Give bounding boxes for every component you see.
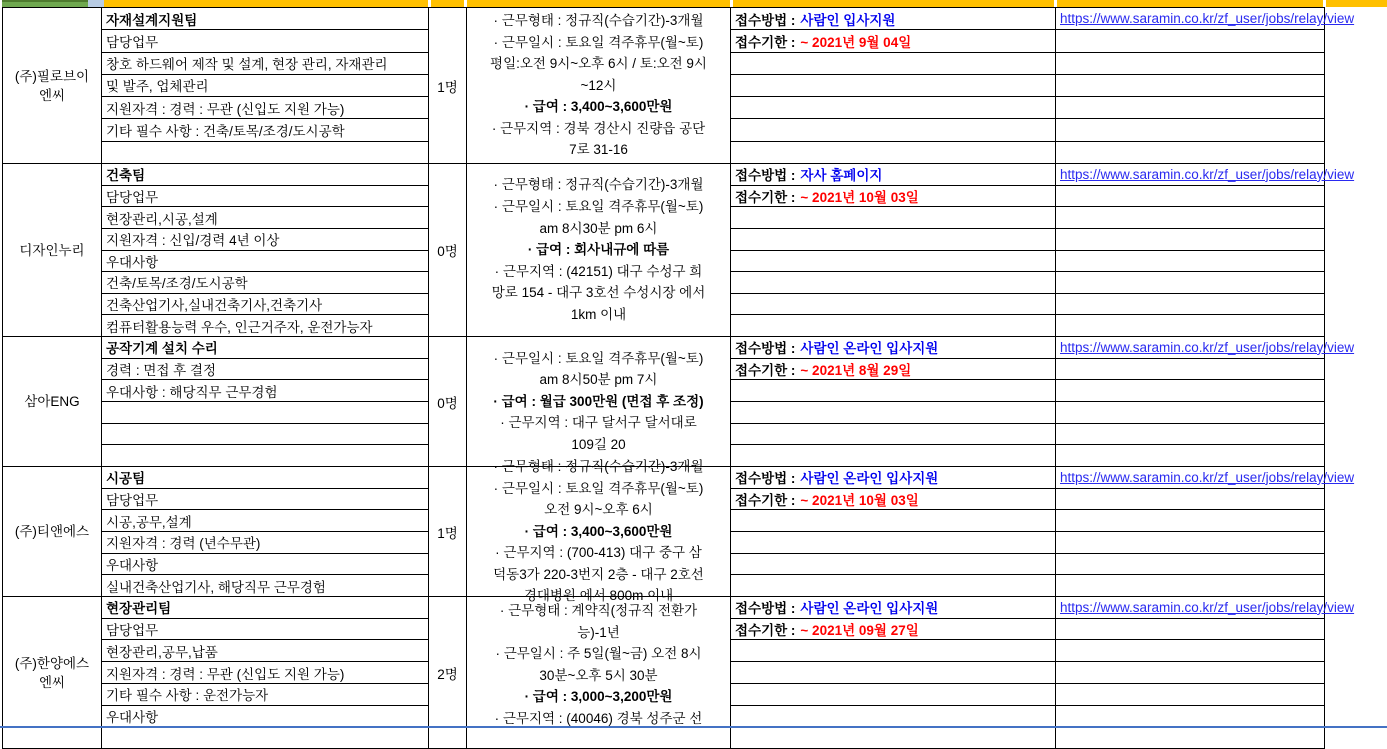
company-name-line: (주)한양에스 — [14, 655, 90, 671]
application-cell[interactable] — [731, 489, 1055, 511]
work-conditions-cell[interactable] — [467, 164, 731, 336]
headcount-value: 1명 — [437, 525, 458, 541]
url-cell[interactable] — [1056, 294, 1324, 316]
orange-fill-segment — [467, 0, 730, 7]
application-cell[interactable] — [731, 445, 1055, 466]
job-detail-text: 우대사항 : 해당직무 근무경험 — [106, 384, 278, 400]
job-detail-text: 시공,공무,설계 — [106, 514, 192, 530]
job-detail-cell[interactable] — [102, 186, 428, 208]
job-detail-cell[interactable] — [102, 75, 428, 97]
application-cell[interactable] — [731, 75, 1055, 97]
job-detail-text: 현장관리팀 — [106, 601, 172, 617]
job-detail-cell[interactable] — [102, 402, 428, 424]
deadline-value: ~ 2021년 10월 03일 — [800, 493, 919, 508]
job-detail-cell[interactable] — [102, 532, 428, 554]
job-posting-link[interactable]: https://www.saramin.co.kr/zf_user/jobs/relay/view — [1060, 469, 1355, 485]
application-cell[interactable] — [731, 8, 1055, 30]
url-cell[interactable] — [1056, 402, 1324, 424]
work-condition-line: · 급여 : 3,400~3,600만원 — [524, 523, 673, 539]
orange-fill-segment — [1057, 0, 1323, 7]
url-cell[interactable] — [1056, 445, 1324, 466]
apply-method-label: 접수방법 : — [735, 168, 796, 184]
work-condition-line: · 근무형태 : 계약직(정규직 전환가 — [499, 603, 698, 618]
url-cell[interactable] — [1056, 53, 1324, 75]
url-cell[interactable] — [1056, 229, 1324, 251]
apply-method-value: 사람인 입사지원 — [800, 12, 896, 28]
work-condition-line: 망로 154 - 대구 3호선 수성시장 에서 — [491, 285, 706, 301]
url-cell[interactable] — [1056, 597, 1355, 619]
job-detail-cell[interactable] — [102, 727, 428, 748]
deadline-label: 접수기한 : — [735, 34, 796, 50]
application-cell[interactable] — [731, 251, 1055, 273]
lightblue-fill-segment — [88, 0, 104, 7]
apply-method-label: 접수방법 : — [735, 341, 796, 357]
work-condition-line: am 8시30분 pm 6시 — [539, 220, 658, 236]
application-cell[interactable] — [731, 337, 1055, 359]
job-detail-cell[interactable] — [102, 706, 428, 728]
job-detail-cell[interactable] — [102, 684, 428, 706]
headcount-cell[interactable] — [429, 337, 467, 466]
job-listing-table — [2, 7, 1355, 749]
url-cell[interactable] — [1056, 207, 1324, 229]
job-detail-text: 담당업무 — [106, 623, 159, 639]
work-condition-line: · 근무지역 : (700-413) 대구 중구 삼 — [495, 545, 702, 561]
work-condition-line: · 근무일시 : 토요일 격주휴무(월~토) — [493, 350, 704, 366]
job-posting-link[interactable]: https://www.saramin.co.kr/zf_user/jobs/relay/view — [1060, 599, 1355, 615]
application-cell[interactable] — [731, 229, 1055, 251]
company-name — [15, 522, 89, 541]
work-condition-line: 1km 이내 — [570, 306, 627, 322]
deadline-label: 접수기한 : — [735, 363, 796, 378]
job-detail-cell[interactable] — [102, 359, 428, 381]
application-cell[interactable] — [731, 119, 1055, 141]
job-detail-cell[interactable] — [102, 467, 428, 489]
url-cell[interactable] — [1056, 251, 1324, 273]
company-name — [19, 241, 84, 260]
apply-method-label: 접수방법 : — [735, 12, 796, 28]
url-cell[interactable] — [1056, 315, 1324, 336]
job-detail-text: 및 발주, 업체관리 — [106, 79, 209, 95]
work-condition-line: · 근무형태 : 정규직(수습기간)-3개월 — [493, 12, 704, 28]
url-column — [1056, 337, 1355, 466]
job-detail-column — [102, 164, 429, 336]
url-cell[interactable] — [1056, 575, 1324, 596]
company-name-line: (주)티앤에스 — [14, 524, 90, 539]
url-cell[interactable] — [1056, 424, 1324, 446]
application-cell[interactable] — [731, 554, 1055, 576]
job-detail-text: 담당업무 — [106, 189, 159, 205]
work-condition-line: · 근무일시 : 토요일 격주휴무(월~토) — [493, 199, 704, 215]
job-detail-cell[interactable] — [102, 554, 428, 576]
job-detail-cell[interactable] — [102, 640, 428, 662]
application-cell[interactable] — [731, 640, 1055, 662]
job-detail-cell[interactable] — [102, 315, 428, 336]
url-cell[interactable] — [1056, 359, 1324, 381]
job-detail-text: 담당업무 — [106, 34, 159, 50]
company-name-line: 엔씨 — [38, 87, 66, 103]
work-condition-line: am 8시50분 pm 7시 — [539, 372, 658, 388]
application-cell[interactable] — [731, 467, 1055, 489]
application-cell[interactable] — [731, 186, 1055, 208]
job-detail-cell[interactable] — [102, 8, 428, 30]
job-detail-text: 현장관리,시공,설계 — [106, 211, 218, 227]
company-name-cell[interactable] — [3, 164, 102, 336]
work-conditions-cell[interactable] — [467, 8, 731, 163]
url-cell[interactable] — [1056, 662, 1324, 684]
work-conditions-cell[interactable] — [467, 458, 731, 604]
selection-border-line — [0, 726, 1387, 728]
deadline-label: 접수기한 : — [735, 623, 796, 639]
job-detail-text: 우대사항 — [106, 709, 159, 725]
application-column — [731, 337, 1056, 466]
application-column — [731, 467, 1056, 596]
job-detail-column — [102, 467, 429, 596]
job-detail-cell[interactable] — [102, 445, 428, 466]
url-cell[interactable] — [1056, 337, 1355, 359]
url-cell[interactable] — [1056, 489, 1324, 511]
company-name-cell[interactable] — [3, 337, 102, 466]
job-posting-link[interactable]: https://www.saramin.co.kr/zf_user/jobs/relay/view — [1060, 339, 1355, 355]
url-cell[interactable] — [1056, 272, 1324, 294]
url-cell[interactable] — [1056, 510, 1324, 532]
company-name — [24, 392, 79, 411]
deadline-value: ~ 2021년 09월 27일 — [800, 623, 919, 639]
job-posting-link[interactable]: https://www.saramin.co.kr/zf_user/jobs/relay/view — [1060, 11, 1355, 27]
job-detail-text: 지원자격 : 경력 : 무관 (신입도 지원 가능) — [106, 101, 345, 117]
job-detail-cell[interactable] — [102, 575, 428, 596]
work-conditions-cell[interactable] — [467, 337, 731, 466]
apply-method-label: 접수방법 : — [735, 471, 796, 487]
url-cell[interactable] — [1056, 75, 1324, 97]
work-condition-line: 능)-1년 — [577, 624, 620, 640]
url-cell[interactable] — [1056, 380, 1324, 402]
work-condition-line: · 근무형태 : 정규직(수습기간)-3개월 — [493, 458, 704, 474]
url-cell[interactable] — [1056, 706, 1324, 728]
job-detail-text: 우대사항 — [106, 254, 159, 270]
work-condition-line: · 근무지역 : (42151) 대구 수성구 희 — [494, 263, 703, 279]
apply-method-label: 접수방법 : — [735, 601, 796, 617]
deadline-label: 접수기한 : — [735, 189, 796, 205]
work-condition-line: 7로 31-16 — [569, 142, 628, 158]
work-condition-line: · 근무형태 : 정규직(수습기간)-3개월 — [493, 177, 704, 193]
company-name — [15, 67, 89, 105]
orange-fill-segment — [733, 0, 1054, 7]
apply-method-value: 자사 홈페이지 — [800, 168, 883, 184]
work-condition-line: · 근무지역 : (40046) 경북 성주군 선 — [494, 710, 703, 726]
headcount-value: 0명 — [437, 244, 458, 259]
orange-fill-segment — [104, 0, 428, 7]
work-condition-line: 오전 9시~오후 6시 — [544, 502, 653, 518]
application-cell[interactable] — [731, 97, 1055, 119]
headcount-value: 0명 — [437, 395, 458, 411]
job-detail-cell[interactable] — [102, 424, 428, 446]
orange-fill-segment — [431, 0, 464, 7]
job-detail-text: 기타 필수 사항 : 운전가능자 — [106, 688, 269, 704]
application-cell[interactable] — [731, 315, 1055, 336]
job-posting-block — [3, 337, 1355, 467]
url-cell[interactable] — [1056, 8, 1355, 30]
deadline-label: 접수기한 : — [735, 493, 796, 508]
application-cell[interactable] — [731, 619, 1055, 641]
work-condition-line: · 급여 : 3,400~3,600만원 — [524, 99, 673, 115]
company-name-cell[interactable] — [3, 467, 102, 596]
job-detail-cell[interactable] — [102, 53, 428, 75]
job-detail-text: 건축산업기사,실내건축기사,건축기사 — [106, 298, 323, 314]
work-condition-line: · 급여 : 3,000~3,200만원 — [524, 689, 673, 705]
application-cell[interactable] — [731, 402, 1055, 424]
application-cell[interactable] — [731, 142, 1055, 163]
work-condition-line: 109길 20 — [571, 436, 626, 452]
deadline-value: ~ 2021년 8월 29일 — [800, 363, 912, 378]
application-cell[interactable] — [731, 359, 1055, 381]
url-cell[interactable] — [1056, 619, 1324, 641]
url-cell[interactable] — [1056, 186, 1324, 208]
job-detail-cell[interactable] — [102, 97, 428, 119]
url-cell[interactable] — [1056, 640, 1324, 662]
job-detail-text: 건축/토목/조경/도시공학 — [106, 276, 248, 292]
work-condition-line: ~12시 — [580, 77, 617, 93]
work-condition-line: 평일:오전 9시~오후 6시 / 토:오전 9시 — [490, 56, 707, 72]
job-detail-text: 창호 하드웨어 제작 및 설계, 현장 관리, 자재관리 — [106, 57, 388, 73]
url-cell[interactable] — [1056, 467, 1355, 489]
company-name-line: 엔씨 — [38, 674, 66, 690]
application-cell[interactable] — [731, 380, 1055, 402]
headcount-cell[interactable] — [429, 467, 467, 596]
headcount-cell[interactable] — [429, 164, 467, 336]
work-condition-line: · 급여 : 월급 300만원 (면접 후 조정) — [493, 393, 704, 409]
job-detail-cell[interactable] — [102, 30, 428, 52]
headcount-cell[interactable] — [429, 8, 467, 163]
job-detail-cell[interactable] — [102, 207, 428, 229]
company-name-line: 삼아ENG — [24, 394, 80, 409]
application-cell[interactable] — [731, 706, 1055, 728]
url-cell[interactable] — [1056, 684, 1324, 706]
work-condition-line: 덕동3가 220-3번지 2층 - 대구 2호선 — [493, 566, 704, 582]
job-detail-cell[interactable] — [102, 597, 428, 619]
url-cell[interactable] — [1056, 97, 1324, 119]
application-column — [731, 164, 1056, 336]
job-detail-text: 담당업무 — [106, 493, 159, 508]
application-cell[interactable] — [731, 684, 1055, 706]
company-name-line: 디자인누리 — [19, 242, 85, 258]
green-fill-segment — [2, 0, 88, 7]
work-condition-line: · 근무지역 : 경북 경산시 진량읍 공단 — [491, 120, 706, 136]
url-cell[interactable] — [1056, 727, 1324, 748]
url-cell[interactable] — [1056, 30, 1324, 52]
job-detail-cell[interactable] — [102, 164, 428, 186]
work-condition-line: · 근무지역 : 대구 달서구 달서대로 — [500, 415, 697, 431]
application-column — [731, 8, 1056, 163]
job-detail-column — [102, 337, 429, 466]
work-condition-line: · 급여 : 회사내규에 따름 — [527, 242, 670, 258]
job-posting-block — [3, 164, 1355, 337]
company-name-cell[interactable] — [3, 8, 102, 163]
work-condition-line: 경대병원 에서 800m 이내 — [523, 588, 674, 604]
work-condition-line: · 근무일시 : 토요일 격주휴무(월~토) — [493, 34, 704, 50]
application-cell[interactable] — [731, 575, 1055, 596]
application-cell[interactable] — [731, 207, 1055, 229]
url-column — [1056, 467, 1355, 596]
application-cell[interactable] — [731, 727, 1055, 748]
job-detail-cell[interactable] — [102, 272, 428, 294]
job-detail-text: 우대사항 — [106, 558, 159, 574]
job-detail-cell[interactable] — [102, 489, 428, 511]
deadline-value: ~ 2021년 9월 04일 — [800, 34, 912, 50]
job-detail-cell[interactable] — [102, 251, 428, 273]
job-detail-cell[interactable] — [102, 119, 428, 141]
company-name-line: (주)필로브이 — [14, 68, 90, 84]
url-cell[interactable] — [1056, 164, 1355, 186]
job-detail-text: 지원자격 : 경력 : 무관 (신입도 지원 가능) — [106, 666, 345, 682]
company-name — [15, 654, 89, 692]
application-cell[interactable] — [731, 597, 1055, 619]
work-condition-line: · 근무일시 : 토요일 격주휴무(월~토) — [493, 480, 704, 496]
job-detail-text: 기타 필수 사항 : 건축/토목/조경/도시공학 — [106, 124, 345, 140]
apply-method-value: 사람인 온라인 입사지원 — [800, 601, 939, 617]
top-row-strip — [0, 0, 1387, 7]
job-detail-text: 경력 : 면접 후 결정 — [106, 363, 217, 378]
job-detail-cell[interactable] — [102, 142, 428, 163]
job-posting-link[interactable]: https://www.saramin.co.kr/zf_user/jobs/relay/view — [1060, 166, 1355, 182]
job-detail-column — [102, 8, 429, 163]
url-cell[interactable] — [1056, 119, 1324, 141]
job-detail-text: 건축팀 — [106, 168, 146, 184]
application-cell[interactable] — [731, 294, 1055, 316]
job-posting-block — [3, 458, 1355, 604]
job-detail-cell[interactable] — [102, 380, 428, 402]
application-cell[interactable] — [731, 272, 1055, 294]
orange-fill-segment — [1326, 0, 1387, 7]
work-condition-line: · 근무일시 : 주 5일(월~금) 오전 8시 — [495, 646, 702, 662]
job-detail-cell[interactable] — [102, 337, 428, 359]
application-cell[interactable] — [731, 532, 1055, 554]
url-cell[interactable] — [1056, 554, 1324, 576]
job-detail-text: 공작기계 설치 수리 — [106, 341, 218, 357]
job-detail-text: 현장관리,공무,납품 — [106, 644, 218, 660]
url-cell[interactable] — [1056, 142, 1324, 163]
job-detail-text: 컴퓨터활용능력 우수, 인근거주자, 운전가능자 — [106, 319, 373, 335]
job-detail-cell[interactable] — [102, 662, 428, 684]
headcount-value: 2명 — [437, 666, 458, 682]
application-cell[interactable] — [731, 662, 1055, 684]
job-detail-text: 실내건축산업기사, 해당직무 근무경험 — [106, 579, 326, 595]
headcount-value: 1명 — [437, 79, 458, 95]
application-cell[interactable] — [731, 53, 1055, 75]
apply-method-value: 사람인 온라인 입사지원 — [800, 341, 939, 357]
url-column — [1056, 164, 1355, 336]
job-detail-cell[interactable] — [102, 510, 428, 532]
application-cell[interactable] — [731, 164, 1055, 186]
application-cell[interactable] — [731, 424, 1055, 446]
url-column — [1056, 8, 1355, 163]
job-detail-cell[interactable] — [102, 619, 428, 641]
application-cell[interactable] — [731, 30, 1055, 52]
job-detail-cell[interactable] — [102, 229, 428, 251]
job-posting-block — [3, 8, 1355, 164]
job-detail-text: 자재설계지원팀 — [106, 12, 198, 28]
job-detail-text: 지원자격 : 신입/경력 4년 이상 — [106, 233, 280, 249]
work-condition-line: 30분~오후 5시 30분 — [539, 667, 658, 683]
job-detail-text: 시공팀 — [106, 471, 146, 487]
job-detail-text: 지원자격 : 경력 (년수무관) — [106, 536, 261, 552]
apply-method-value: 사람인 온라인 입사지원 — [800, 471, 939, 487]
job-detail-cell[interactable] — [102, 294, 428, 316]
deadline-value: ~ 2021년 10월 03일 — [800, 189, 919, 205]
application-cell[interactable] — [731, 510, 1055, 532]
url-cell[interactable] — [1056, 532, 1324, 554]
